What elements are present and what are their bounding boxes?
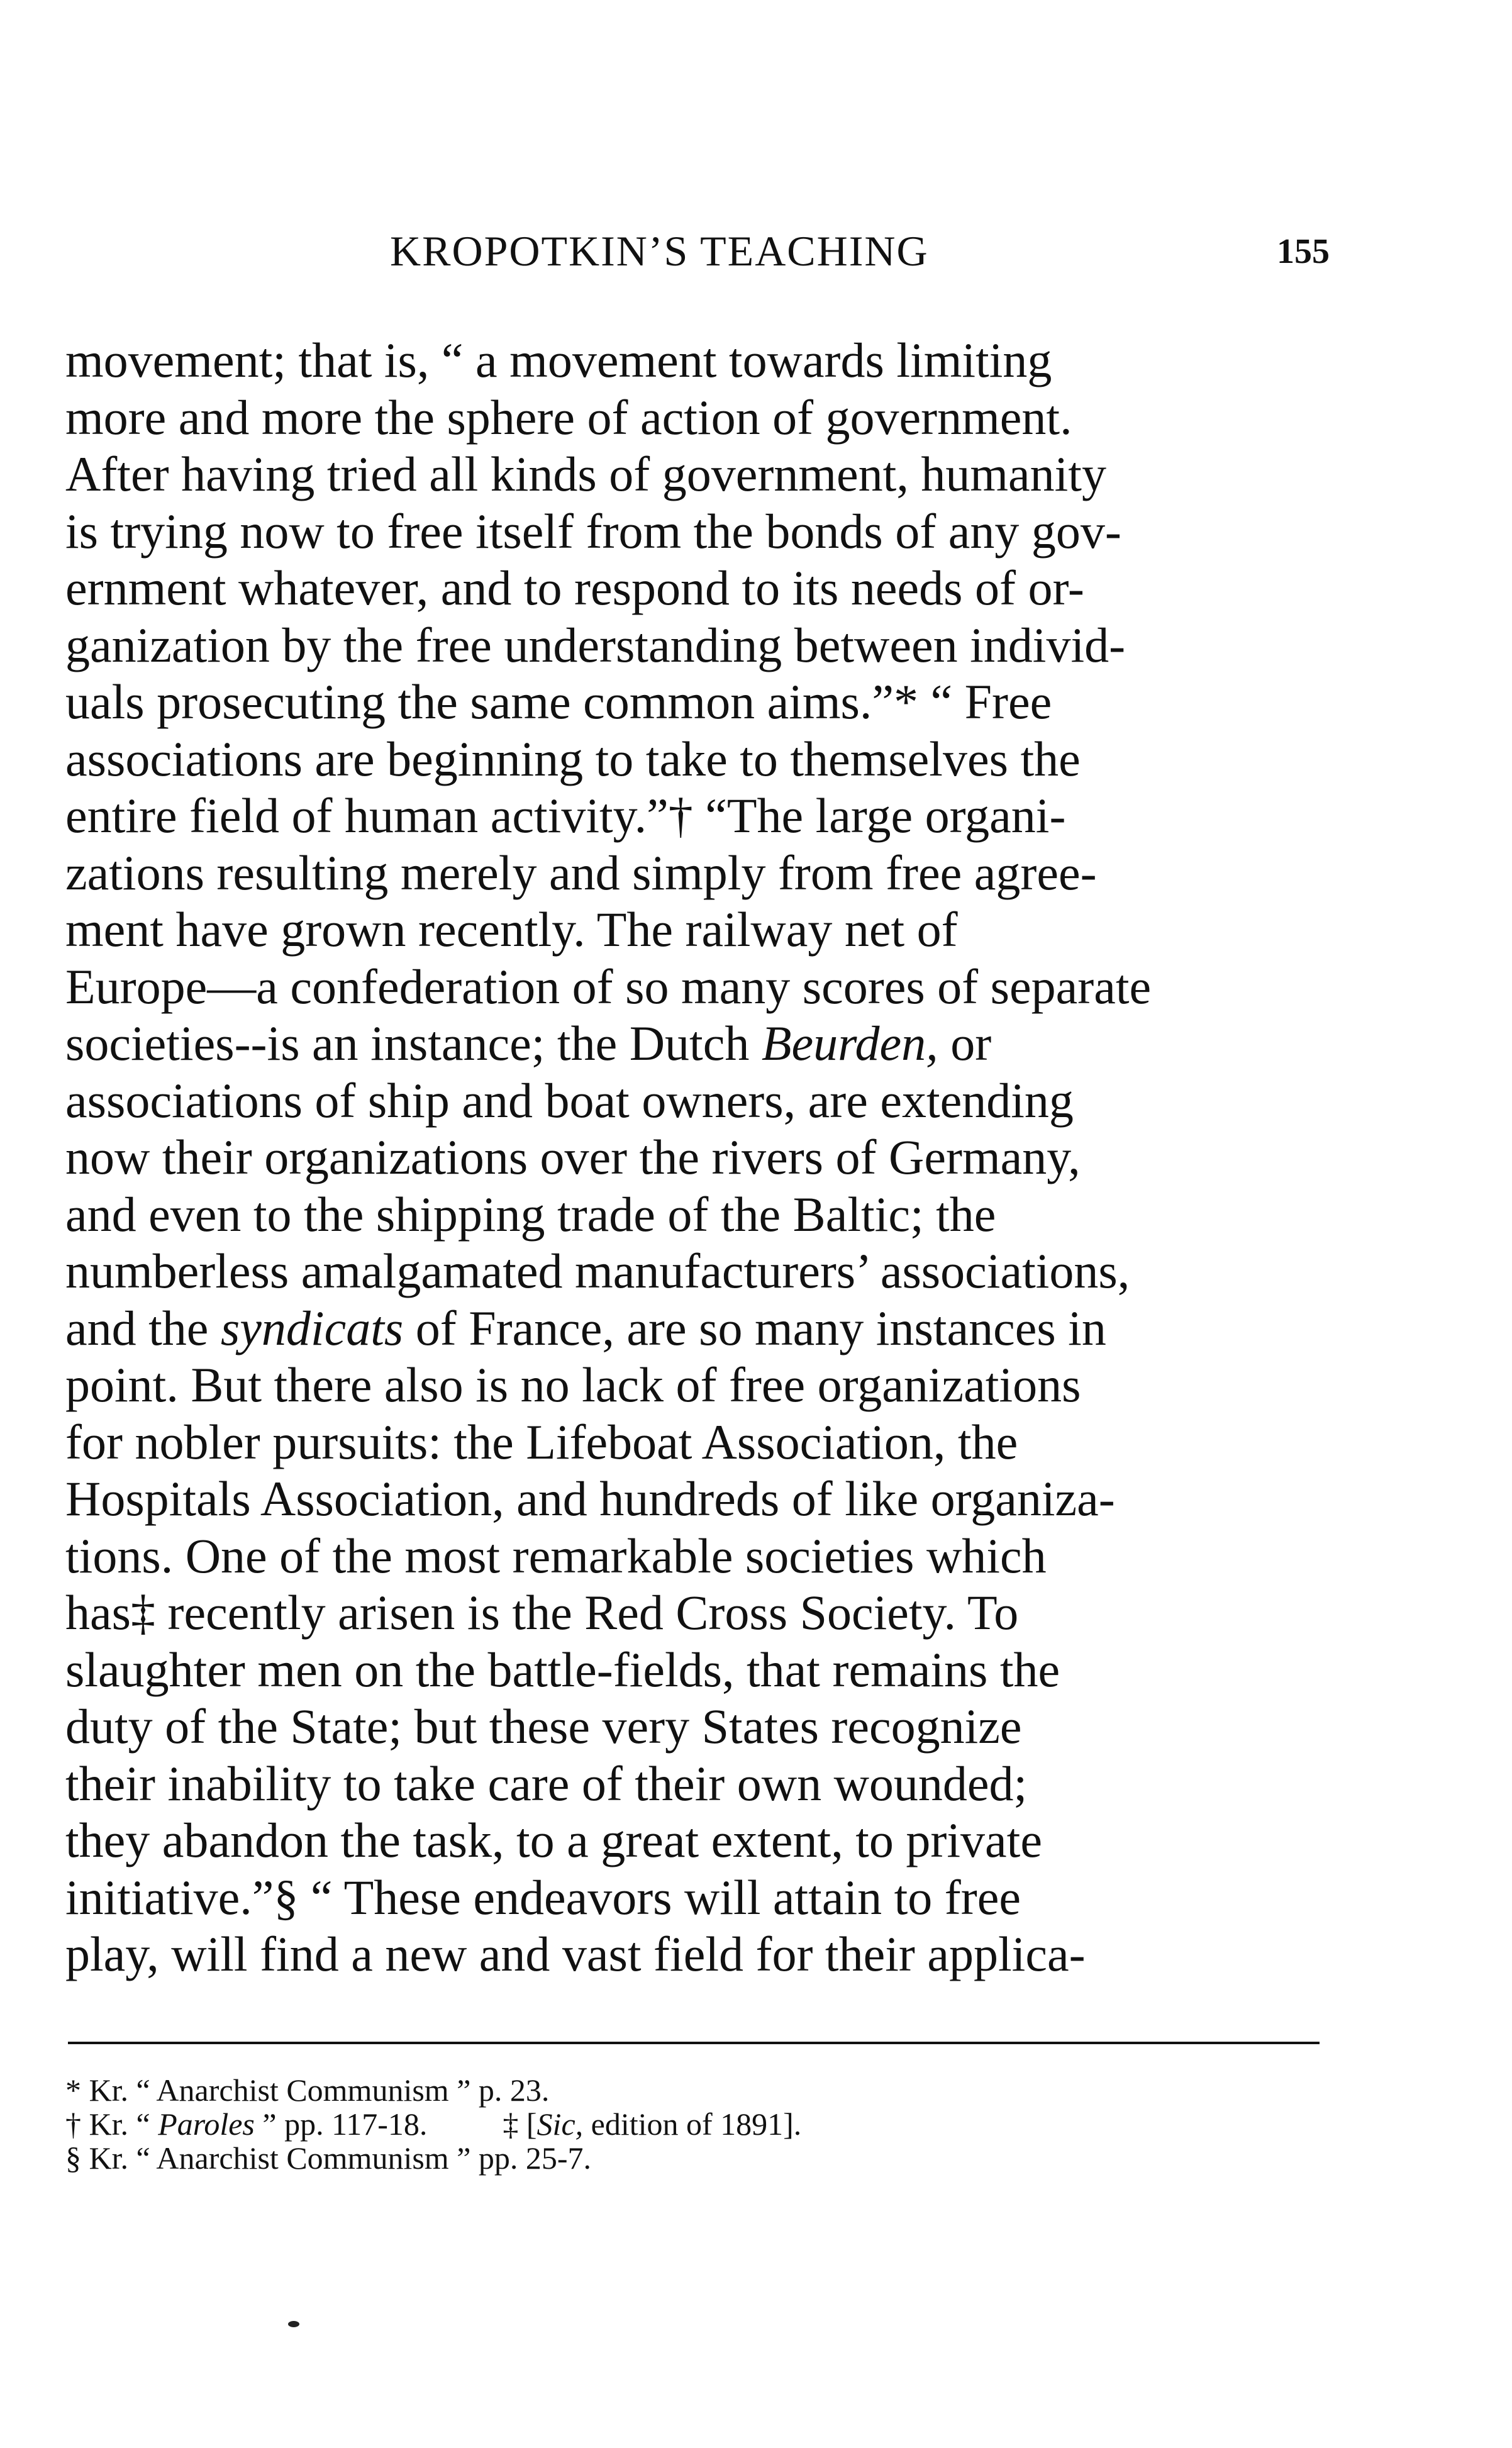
footnote-1: * Kr. “ Anarchist Communism ” p. 23. — [65, 2072, 550, 2108]
text-line: for nobler pursuits: the Lifeboat Association, the — [65, 1414, 1018, 1469]
italic-syndicats: syndicats — [220, 1300, 404, 1355]
text-line: After having tried all kinds of government, humanity — [65, 447, 1106, 501]
text-line: they abandon the task, to a great extent, to private — [65, 1813, 1042, 1867]
footnotes — [65, 2073, 1323, 2175]
footnote-italic: Sic, — [536, 2106, 584, 2142]
footnote-divider — [68, 2042, 1320, 2044]
text-segment: societies--is an instance; the Dutch — [65, 1016, 762, 1071]
text-line: zations resulting merely and simply from free agree- — [65, 845, 1097, 900]
running-title: KROPOTKIN’S TEACHING — [390, 227, 929, 275]
text-line: slaughter men on the battle-fields, that remains the — [65, 1642, 1060, 1697]
text-line: ganization by the free understanding between individ- — [65, 617, 1126, 672]
ink-speck — [288, 2321, 299, 2327]
page-number: 155 — [1277, 232, 1330, 271]
text-line: associations are beginning to take to themselves the — [65, 731, 1081, 786]
text-line: and even to the shipping trade of the Baltic; the — [65, 1186, 996, 1242]
text-segment: or — [938, 1016, 992, 1071]
text-line: uals prosecuting the same common aims.”* “ Free — [65, 674, 1052, 729]
text-line-syndicats — [65, 1300, 1323, 1357]
footnote-segment: † Kr. “ — [65, 2106, 158, 2142]
footnote-segment: edition of 1891]. — [583, 2106, 802, 2142]
text-line: play, will find a new and vast field for their applica- — [65, 1927, 1086, 1981]
footnote-segment: ‡ [ — [503, 2106, 537, 2142]
text-line: their inability to take care of their own wounded; — [65, 1755, 1028, 1811]
text-line: ernment whatever, and to respond to its needs of or- — [65, 560, 1084, 615]
footnote-3: § Kr. “ Anarchist Communism ” pp. 25-7. — [65, 2140, 592, 2176]
text-line: duty of the State; but these very States recognize — [65, 1699, 1022, 1754]
text-segment: of France, are so many instances in — [403, 1300, 1106, 1355]
text-line: movement; that is, “ a movement towards limiting — [65, 333, 1052, 387]
text-line: associations of ship and boat owners, are extending — [65, 1072, 1074, 1128]
text-line: point. But there also is no lack of free organizations — [65, 1357, 1081, 1412]
text-line: more and more the sphere of action of government. — [65, 389, 1072, 445]
text-segment: and the — [65, 1300, 221, 1355]
text-line: now their organizations over the rivers of Germany, — [65, 1130, 1081, 1184]
text-line: numberless amalgamated manufacturers’ associations, — [65, 1243, 1130, 1298]
text-line: tions. One of the most remarkable societies which — [65, 1528, 1047, 1583]
italic-beurden: Beurden, — [761, 1016, 938, 1071]
text-line: ment have grown recently. The railway net of — [65, 902, 958, 957]
footnote-2 — [65, 2107, 1323, 2141]
running-head — [0, 226, 1512, 289]
text-line: has‡ recently arisen is the Red Cross Society. To — [65, 1585, 1019, 1640]
footnote-italic: Paroles — [158, 2106, 255, 2142]
text-line: is trying now to free itself from the bonds of any gov- — [65, 503, 1121, 559]
text-line: entire field of human activity.”† “The large organi- — [65, 788, 1066, 843]
text-line: initiative.”§ “ These endeavors will attain to free — [65, 1869, 1021, 1925]
text-line: Europe—a confederation of so many scores of separate — [65, 959, 1152, 1014]
footnote-segment: ” pp. 117-18. — [254, 2106, 428, 2142]
text-line: Hospitals Association, and hundreds of like organiza- — [65, 1471, 1115, 1526]
body-text — [65, 332, 1323, 1983]
text-line-beurden — [65, 1015, 1323, 1072]
